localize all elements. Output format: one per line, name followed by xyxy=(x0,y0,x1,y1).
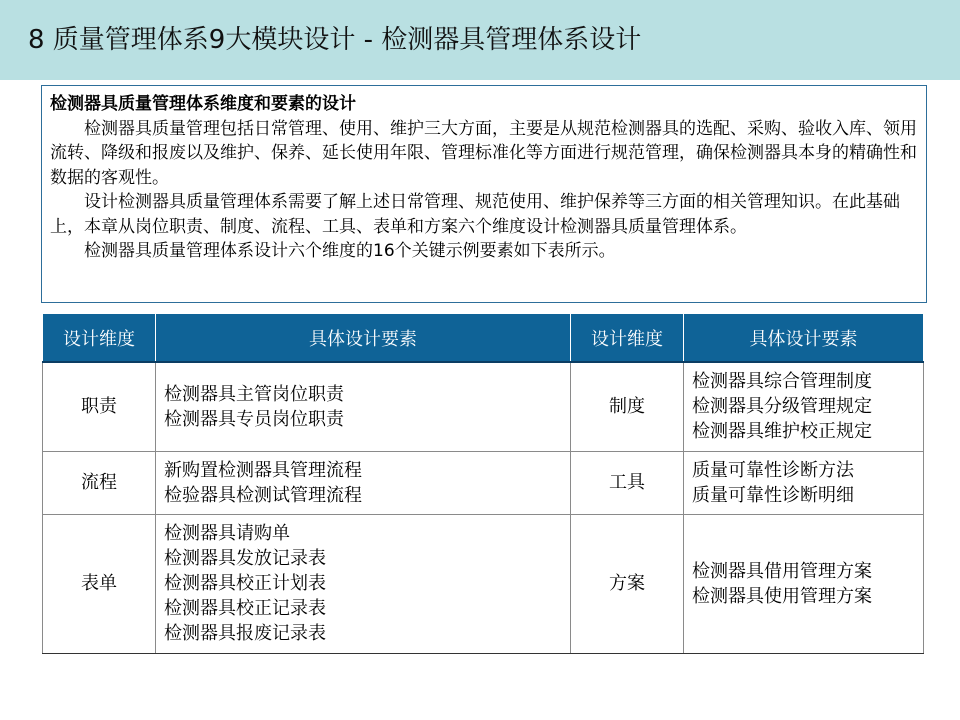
dimension-cell: 表单 xyxy=(43,514,156,653)
table-header-row xyxy=(43,314,924,362)
element-item: 检验器具检测试管理流程 xyxy=(164,484,362,506)
dimension-cell: 工具 xyxy=(571,451,684,514)
intro-heading: 检测器具质量管理体系维度和要素的设计 xyxy=(50,94,356,114)
intro-paragraph: 检测器具质量管理包括日常管理、使用、维护三大方面，主要是从规范检测器具的选配、采购、验收入库、领用流转、降级和报废以及维护、保养、延长使用年限、管理标准化等方面进行规范管理，确保检测器具本身的精确性和数据的客观性。 xyxy=(50,118,917,188)
table-row xyxy=(43,362,924,451)
element-item: 检测器具借用管理方案 xyxy=(692,560,872,582)
element-item: 检测器具综合管理制度 xyxy=(692,371,872,393)
table-row xyxy=(43,451,924,514)
element-item: 检测器具校正记录表 xyxy=(164,598,326,619)
elements-cell xyxy=(684,451,924,514)
dimension-cell: 职责 xyxy=(43,362,156,451)
element-item: 检测器具专员岗位职责 xyxy=(164,408,344,430)
intro-box xyxy=(41,85,927,303)
elements-cell xyxy=(156,362,571,451)
element-item: 检测器具使用管理方案 xyxy=(692,585,872,607)
column-header: 具体设计要素 xyxy=(684,314,924,362)
elements-cell xyxy=(156,451,571,514)
element-item: 检测器具校正计划表 xyxy=(164,573,326,594)
element-item: 检测器具发放记录表 xyxy=(164,548,326,569)
column-header: 设计维度 xyxy=(43,314,156,362)
element-item: 质量可靠性诊断明细 xyxy=(692,484,854,506)
dimension-cell: 方案 xyxy=(571,514,684,653)
dimension-element-table xyxy=(42,314,924,654)
element-item: 检测器具报废记录表 xyxy=(164,623,326,644)
elements-cell xyxy=(156,514,571,653)
element-item: 检测器具请购单 xyxy=(164,523,290,544)
dimension-cell: 流程 xyxy=(43,451,156,514)
column-header: 具体设计要素 xyxy=(156,314,571,362)
elements-cell xyxy=(684,362,924,451)
slide-title: 8 质量管理体系9大模块设计 - 检测器具管理体系设计 xyxy=(28,25,642,55)
element-item: 质量可靠性诊断方法 xyxy=(692,459,854,481)
intro-paragraph: 检测器具质量管理体系设计六个维度的16个关键示例要素如下表所示。 xyxy=(84,241,616,261)
intro-paragraph: 设计检测器具质量管理体系需要了解上述日常管理、规范使用、维护保养等三方面的相关管理知识。在此基础上，本章从岗位职责、制度、流程、工具、表单和方案六个维度设计检测器具质量管理体系。 xyxy=(50,192,900,237)
element-item: 检测器具维护校正规定 xyxy=(692,421,872,443)
column-header: 设计维度 xyxy=(571,314,684,362)
elements-cell xyxy=(684,514,924,653)
element-item: 检测器具主管岗位职责 xyxy=(164,383,344,405)
element-item: 新购置检测器具管理流程 xyxy=(164,459,362,481)
element-item: 检测器具分级管理规定 xyxy=(692,396,872,418)
table-row xyxy=(43,514,924,653)
dimension-cell: 制度 xyxy=(571,362,684,451)
